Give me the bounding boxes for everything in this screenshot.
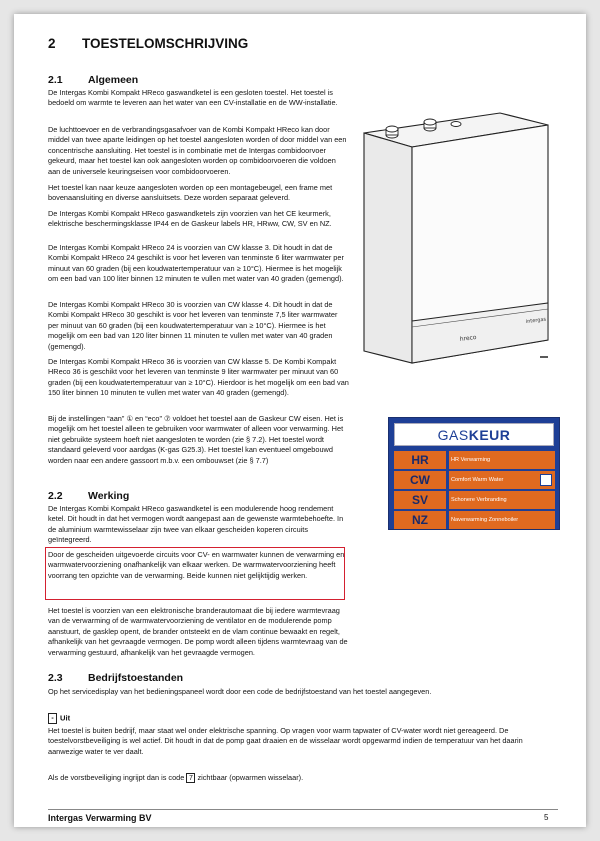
subsection-heading-werking: 2.2 Werking	[48, 490, 130, 502]
gaskeur-row-cw: CW Comfort Warm Water	[394, 471, 556, 489]
paragraph: De Intergas Kombi Kompakt HReco gaswandketels zijn voorzien van het CE keurmerk, elektrische beschermingsklasse IP44 en de Gaskeur labels HR, HRww, CW, SV en NZ.	[48, 209, 332, 229]
paragraph: De Intergas Kombi Kompakt HReco 30 is voorzien van CW klasse 4. Dit houdt in dat de Kombi Kompakt HReco 30 geschikt is voor het leveren van tenminste 7,5 liter warmwater per minuut van 60 graden (bij een koudwatertemperatuur van ≥ 10°C). Hiermee is het mogelijk om een bad van 120 liter binnen 11 minuten te vullen met water van 40 graden (gemengd).	[48, 300, 338, 351]
paragraph: De Intergas Kombi Kompakt HReco gaswandketel is een modulerende hoog rendement ketel. Dit houdt in dat het vermogen wordt aangepast aan de gewenste warmtebehoefte. In de aluminium warmtewisselaar zijn twee van elkaar gescheiden koperen circuits geïntegreerd.	[48, 504, 344, 545]
paragraph: Het toestel is buiten bedrijf, maar staat wel onder elektrische spanning. Op vragen voor warm tapwater of CV-water wordt niet gereageerd. De toestelvorstbeveiliging is wel actief. Dit houdt in dat de pomp gaat draaien en de wisselaar wordt opgewarmd indien de temperatuur van het daarin aanwezige water te ver daalt.	[48, 726, 523, 756]
highlight-box	[45, 547, 345, 600]
subsection-heading-algemeen: 2.1 Algemeen	[48, 74, 139, 86]
boiler-illustration	[350, 105, 555, 370]
paragraph: De Intergas Kombi Kompakt HReco 36 is voorzien van CW klasse 5. De Kombi Kompakt HReco 36 is geschikt voor het leveren van tenminste 9 liter warmwater per minuut van 60 graden (bij een koudwatertemperatuur van ≥ 10°C). Hierdoor is het mogelijk om een bad van 150 liter binnen 10 minuten te vullen met water van 40 graden (gemengd).	[48, 357, 349, 398]
boiler-brand-label: intergas	[525, 316, 547, 325]
section-heading	[48, 36, 248, 51]
paragraph: De Intergas Kombi Kompakt HReco gaswandketel is een gesloten toestel. Het toestel is bedoeld om warmte te leveren aan het water van een CV-installatie en de WW-installatie.	[48, 88, 338, 108]
paragraph-vorst: Als de vorstbeveiliging ingrijpt dan is code 7 zichtbaar (opwarmen wisselaar).	[48, 773, 304, 783]
gaskeur-class-box	[540, 474, 552, 486]
status-code-box: 7	[186, 773, 195, 783]
highlighted-paragraph: Door de gescheiden uitgevoerde circuits voor CV- en warmwater kunnen de verwarming en warmwatervoorziening onafhankelijk van elkaar werken. De warmwatervoorziening heeft voorrang ten opzichte van de verwarming. Beide kunnen niet gelijktijdig werken.	[48, 550, 345, 580]
gaskeur-row-hr: HR HR Verwarming	[394, 451, 556, 469]
paragraph: Op het servicedisplay van het bedieningspaneel wordt door een code de bedrijfstoestand van het toestel aangegeven.	[48, 687, 432, 696]
page-number: 5	[544, 813, 549, 822]
section-title: TOESTELOMSCHRIJVING	[82, 36, 249, 51]
boiler-model-label: hreco	[459, 333, 477, 343]
gaskeur-row-nz: NZ Naverwarming Zonneboiler	[394, 511, 556, 529]
subsection-heading-bedrijfstoestanden: 2.3 Bedrijfstoestanden	[48, 672, 184, 684]
status-uit-label: Uit	[60, 713, 71, 723]
section-number: 2	[48, 36, 56, 51]
paragraph: De Intergas Kombi Kompakt HReco 24 is voorzien van CW klasse 3. Dit houdt in dat de Kombi Kompakt HReco 24 geschikt is voor het leveren van tenminste 6 liter warmwater per minuut van 60 graden (bij een koudwatertemperatuur van ≥ 10°C). Hiermee is het mogelijk om een bad van 100 liter binnen 12 minuten te vullen met water van 40 graden (gemengd).	[48, 243, 344, 284]
paragraph: Het toestel kan naar keuze aangesloten worden op een montagebeugel, een frame met bovenaansluiting en diverse aansluitsets. Deze worden separaat geleverd.	[48, 183, 333, 203]
paragraph: De luchttoevoer en de verbrandingsgasafvoer van de Kombi Kompakt HReco kan door middel van twee aparte leidingen op het toestel aangesloten worden of door middel van een concentrische aansluiting. Het toestel is in combinatie met de Intergas combidoorvoer gekeurd, maar het toestel kan ook aangesloten worden op combidoorvoeren die voldoen aan de universele keuringseisen voor combidoorvoeren.	[48, 125, 347, 176]
footer-title: Intergas Verwarming BV	[48, 813, 152, 823]
paragraph: Bij de instellingen “aan” ① en “eco” ⑦ voldoet het toestel aan de Gaskeur CW eisen. Het is mogelijk om het toestel alleen te gebruiken voor warmwater of alleen voor verwarming. Het niet gebruikte systeem hoeft niet aangesloten te worden (zie § 7.2). Het toestel wordt standaard geleverd voor aardgas (K-gas G25.3). Het toestel kan eventueel omgebouwd worden naar een andere gassoort m.b.v. een ombouwset (zie § 7.7)	[48, 414, 344, 465]
gaskeur-logo: GASKEUR	[394, 423, 554, 446]
status-uit-heading	[48, 713, 70, 724]
gaskeur-row-sv: SV Schonere Verbranding	[394, 491, 556, 509]
paragraph: Het toestel is voorzien van een elektronische branderautomaat die bij iedere warmtevraag van de verwarming of de warmwatervoorziening de ventilator en de modulerende pomp aanstuurt, de gasklep opent, de brander ontsteekt en de vlam continue bewaakt en regelt, afhankelijk van het gevraagde vermogen. De pomp wordt alleen tijdens warmtevraag van de verwarming gestuurd, afhankelijk van het gevraagde vermogen.	[48, 606, 348, 657]
status-code-box: -	[48, 713, 57, 724]
gaskeur-label	[388, 417, 560, 530]
